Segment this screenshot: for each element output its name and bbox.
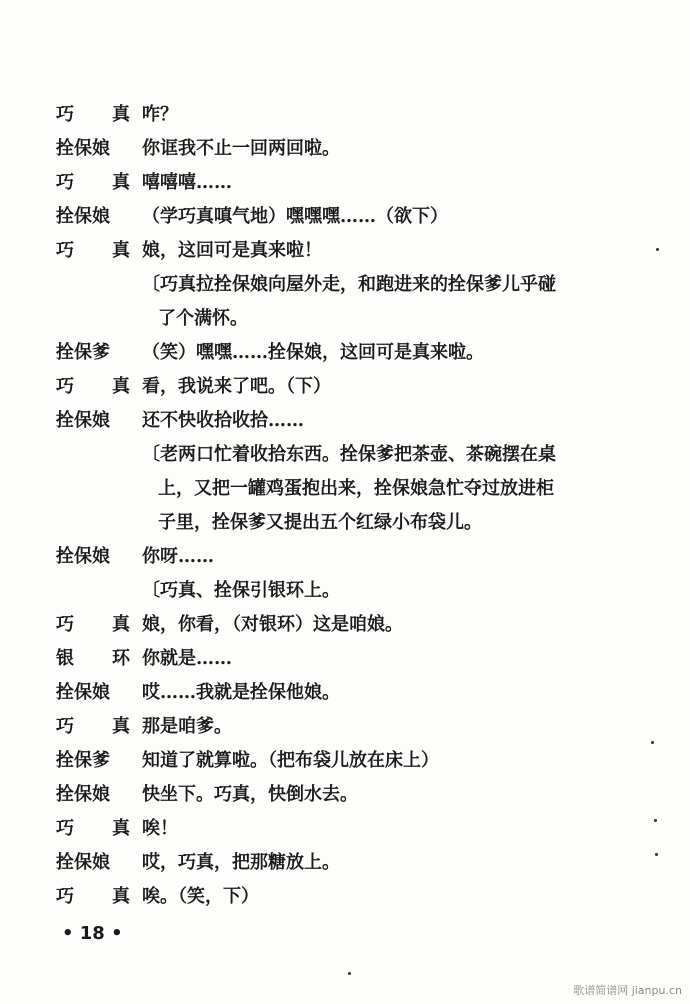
speaker-char: 真 — [112, 818, 130, 839]
speaker-char: 拴保娘 — [56, 682, 110, 703]
dialogue-line — [56, 336, 656, 370]
speaker-name — [56, 812, 136, 846]
speaker-name — [56, 676, 136, 710]
speaker-char: 巧 — [56, 376, 74, 397]
scan-speck — [655, 853, 658, 856]
speech-text: 你呀…… — [142, 546, 214, 567]
speaker-name — [56, 166, 136, 200]
stage-direction-continued: 了个满怀。 — [158, 308, 248, 329]
speech-text: 知道了就算啦。（把布袋儿放在床上） — [142, 750, 439, 771]
speaker-name — [56, 880, 136, 914]
speaker-name — [56, 132, 136, 166]
speaker-name — [56, 234, 136, 268]
speaker-name — [56, 608, 136, 642]
speaker-name — [56, 370, 136, 404]
speaker-char: 拴保爹 — [56, 750, 110, 771]
page-number: • 18 • — [62, 923, 123, 944]
speaker-char: 银 — [56, 648, 74, 669]
speaker-name — [56, 404, 136, 438]
dialogue-line — [56, 778, 656, 812]
dialogue-line — [56, 540, 656, 574]
dialogue-line — [56, 234, 656, 268]
speaker-char: 巧 — [56, 240, 74, 261]
speaker-char: 拴保娘 — [56, 852, 110, 873]
dialogue-line — [56, 744, 656, 778]
dialogue-line — [56, 166, 656, 200]
speaker-name — [56, 642, 136, 676]
dialogue-line — [56, 200, 656, 234]
speech-text: 嘻嘻嘻…… — [142, 172, 232, 193]
stage-direction: 〔老两口忙着收拾东西。拴保爹把茶壶、茶碗摆在桌 — [142, 444, 556, 465]
watermark: 歌谱简谱网 jianpu.cn — [573, 984, 682, 997]
speaker-name — [56, 98, 136, 132]
speaker-char: 巧 — [56, 104, 74, 125]
dialogue-line — [56, 846, 656, 880]
stage-direction-continued: 子里，拴保爹又提出五个红绿小布袋儿。 — [158, 512, 482, 533]
speaker-name — [56, 336, 136, 370]
speaker-name — [56, 744, 136, 778]
speaker-name — [56, 200, 136, 234]
speaker-char: 拴保娘 — [56, 410, 110, 431]
speaker-name — [56, 778, 136, 812]
dialogue-line — [56, 710, 656, 744]
speech-text: 咋？ — [142, 104, 178, 125]
speaker-char: 巧 — [56, 716, 74, 737]
speech-text: 快坐下。巧真，快倒水去。 — [142, 784, 358, 805]
speaker-char: 拴保爹 — [56, 342, 110, 363]
speech-text: 还不快收拾收拾…… — [142, 410, 304, 431]
dialogue-line — [56, 608, 656, 642]
speaker-char: 拴保娘 — [56, 138, 110, 159]
speaker-char: 拴保娘 — [56, 206, 110, 227]
scan-speck — [348, 972, 351, 975]
scan-speck — [651, 741, 654, 744]
speaker-char: 巧 — [56, 614, 74, 635]
speech-text: （笑）嘿嘿……拴保娘，这回可是真来啦。 — [142, 342, 484, 363]
speech-text: 娘，你看，（对银环）这是咱娘。 — [142, 614, 403, 635]
speaker-char: 真 — [112, 716, 130, 737]
speaker-char: 真 — [112, 886, 130, 907]
speaker-char: 真 — [112, 614, 130, 635]
stage-direction: 〔巧真拉拴保娘向屋外走，和跑进来的拴保爹儿乎碰 — [142, 274, 556, 295]
speech-text: 娘，这回可是真来啦！ — [142, 240, 322, 261]
dialogue-line — [56, 98, 656, 132]
speaker-name — [56, 846, 136, 880]
speaker-char: 巧 — [56, 172, 74, 193]
speaker-char: 拴保娘 — [56, 546, 110, 567]
speech-text: 那是咱爹。 — [142, 716, 232, 737]
speaker-char: 巧 — [56, 886, 74, 907]
speech-text: 你诓我不止一回两回啦。 — [142, 138, 340, 159]
dialogue-line — [56, 404, 656, 438]
speaker-name — [56, 540, 136, 574]
speech-text: 唉！ — [142, 818, 178, 839]
stage-direction-continued: 上，又把一罐鸡蛋抱出来，拴保娘急忙夺过放进柜 — [158, 478, 554, 499]
speaker-char: 真 — [112, 104, 130, 125]
scan-speck — [656, 248, 659, 251]
dialogue-line — [56, 812, 656, 846]
dialogue-line — [56, 370, 656, 404]
speech-text: 哎……我就是拴保他娘。 — [142, 682, 340, 703]
speaker-char: 巧 — [56, 818, 74, 839]
speech-text: 哎，巧真，把那糖放上。 — [142, 852, 340, 873]
speaker-char: 真 — [112, 240, 130, 261]
speaker-char: 真 — [112, 172, 130, 193]
speaker-name — [56, 710, 136, 744]
speech-text: 看，我说来了吧。（下） — [142, 376, 331, 397]
stage-direction: 〔巧真、拴保引银环上。 — [142, 580, 340, 601]
dialogue-line — [56, 880, 656, 914]
script-body — [56, 98, 656, 914]
dialogue-line — [56, 642, 656, 676]
speech-text: （学巧真嗔气地）嘿嘿嘿……（欲下） — [142, 206, 448, 227]
dialogue-line — [56, 132, 656, 166]
speech-text: 唉。（笑，下） — [142, 886, 259, 907]
speech-text: 你就是…… — [142, 648, 232, 669]
dialogue-line — [56, 676, 656, 710]
scan-speck — [654, 819, 657, 822]
speaker-char: 拴保娘 — [56, 784, 110, 805]
speaker-char: 真 — [112, 376, 130, 397]
speaker-char: 环 — [112, 648, 130, 669]
